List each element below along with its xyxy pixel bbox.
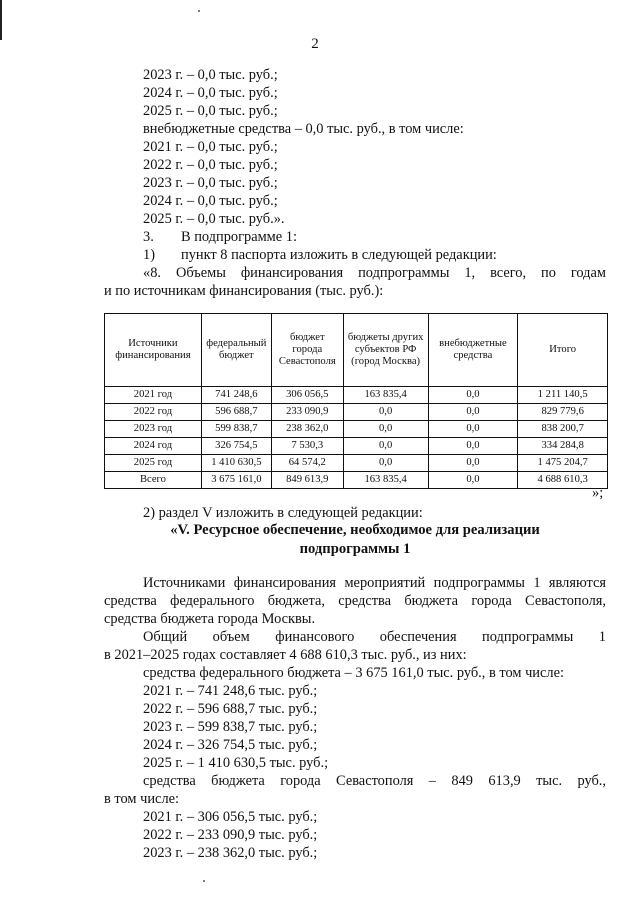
body-line: средства бюджета города Москвы.: [104, 611, 316, 627]
closing-quote: »;: [592, 485, 604, 501]
column-header: бюджеты других субъектов РФ (город Москва): [343, 314, 428, 387]
year-line: 2022 г. – 596 688,7 тыс. руб.;: [143, 701, 318, 717]
table-header-row: [105, 314, 608, 387]
item-number: 1): [143, 247, 155, 263]
table-cell: 849 613,9: [271, 472, 343, 489]
table-cell: 3 675 161,0: [201, 472, 271, 489]
table-cell: 2023 год: [105, 421, 202, 438]
paragraph-8-line: и по источникам финансирования (тыс. руб.):: [104, 283, 384, 299]
table-cell: 0,0: [343, 404, 428, 421]
year-line: 2021 г. – 741 248,6 тыс. руб.;: [143, 683, 318, 699]
text-line: 2025 г. – 0,0 тыс. руб.;: [143, 103, 278, 119]
table-cell: 0,0: [343, 455, 428, 472]
item-2: 2) раздел V изложить в следующей редакции:: [143, 505, 423, 521]
item-3: [143, 228, 297, 246]
table-row: [105, 421, 608, 438]
year-line: 2025 г. – 1 410 630,5 тыс. руб.;: [143, 755, 329, 771]
item-1: [143, 246, 497, 264]
column-header: федеральный бюджет: [201, 314, 271, 387]
table-cell: 0,0: [428, 387, 518, 404]
column-header: внебюджетные средства: [428, 314, 518, 387]
table-cell: 7 530,3: [271, 438, 343, 455]
table-cell: 838 200,7: [518, 421, 608, 438]
paragraph-8-line: «8. Объемы финансирования подпрограммы 1, всего, по годам: [143, 265, 606, 281]
table-cell: 0,0: [428, 455, 518, 472]
table-cell: 599 838,7: [201, 421, 271, 438]
section-heading: подпрограммы 1: [299, 541, 411, 557]
table-cell: 741 248,6: [201, 387, 271, 404]
table-cell: 596 688,7: [201, 404, 271, 421]
body-line: средства бюджета города Севастополя – 849 613,9 тыс. руб.,: [143, 773, 606, 789]
table-cell: 2021 год: [105, 387, 202, 404]
table-cell: 1 211 140,5: [518, 387, 608, 404]
year-line: 2021 г. – 306 056,5 тыс. руб.;: [143, 809, 318, 825]
table-cell: 326 754,5: [201, 438, 271, 455]
table-row: [105, 404, 608, 421]
body-line: в том числе:: [104, 791, 180, 807]
table-cell: 2024 год: [105, 438, 202, 455]
table-cell: 0,0: [428, 404, 518, 421]
text-line: 2025 г. – 0,0 тыс. руб.».: [143, 211, 285, 227]
table-row-total: [105, 472, 608, 489]
text-line: 2022 г. – 0,0 тыс. руб.;: [143, 157, 278, 173]
table-row: [105, 387, 608, 404]
page-number: 2: [311, 36, 319, 52]
year-line: 2024 г. – 326 754,5 тыс. руб.;: [143, 737, 318, 753]
table-row: [105, 455, 608, 472]
text-line: 2024 г. – 0,0 тыс. руб.;: [143, 193, 278, 209]
table-cell: 2022 год: [105, 404, 202, 421]
table-cell: 334 284,8: [518, 438, 608, 455]
table-cell: 1 410 630,5: [201, 455, 271, 472]
table-cell: 163 835,4: [343, 472, 428, 489]
column-header: Источники финансирования: [105, 314, 202, 387]
item-number: 3.: [143, 229, 154, 245]
scan-dot: [203, 880, 205, 882]
body-line: Общий объем финансового обеспечения подпрограммы 1: [143, 629, 606, 645]
column-header: Итого: [518, 314, 608, 387]
text-line: 2024 г. – 0,0 тыс. руб.;: [143, 85, 278, 101]
text-line: 2023 г. – 0,0 тыс. руб.;: [143, 175, 278, 191]
text-line: 2021 г. – 0,0 тыс. руб.;: [143, 139, 278, 155]
table-row: [105, 438, 608, 455]
year-line: 2023 г. – 238 362,0 тыс. руб.;: [143, 845, 318, 861]
text-line: внебюджетные средства – 0,0 тыс. руб., в том числе:: [143, 121, 464, 137]
financing-table: [104, 313, 608, 489]
year-line: 2023 г. – 599 838,7 тыс. руб.;: [143, 719, 318, 735]
body-line: средства федерального бюджета – 3 675 161,0 тыс. руб., в том числе:: [143, 665, 564, 681]
table-cell: 2025 год: [105, 455, 202, 472]
body-line: средства федерального бюджета, средства бюджета города Севастополя,: [104, 593, 606, 609]
table-cell: 233 090,9: [271, 404, 343, 421]
table-cell: 306 056,5: [271, 387, 343, 404]
year-line: 2022 г. – 233 090,9 тыс. руб.;: [143, 827, 318, 843]
table-cell: 1 475 204,7: [518, 455, 608, 472]
item-text: пункт 8 паспорта изложить в следующей редакции:: [181, 247, 497, 263]
table-cell: 0,0: [428, 438, 518, 455]
table-cell: 0,0: [343, 438, 428, 455]
table-cell: 238 362,0: [271, 421, 343, 438]
table-cell: Всего: [105, 472, 202, 489]
scan-dot: [198, 10, 200, 12]
table-cell: 64 574,2: [271, 455, 343, 472]
text-line: 2023 г. – 0,0 тыс. руб.;: [143, 67, 278, 83]
scan-edge-mark: [0, 0, 2, 40]
item-text: В подпрограмме 1:: [181, 229, 297, 245]
table-cell: 163 835,4: [343, 387, 428, 404]
table-cell: 4 688 610,3: [518, 472, 608, 489]
table-cell: 0,0: [428, 421, 518, 438]
body-line: в 2021–2025 годах составляет 4 688 610,3 тыс. руб., из них:: [104, 647, 467, 663]
table-cell: 0,0: [343, 421, 428, 438]
table-cell: 829 779,6: [518, 404, 608, 421]
body-line: Источниками финансирования мероприятий подпрограммы 1 являются: [143, 575, 606, 591]
column-header: бюджет города Севастополя: [271, 314, 343, 387]
section-heading: «V. Ресурсное обеспечение, необходимое для реализации: [170, 522, 540, 538]
table-cell: 0,0: [428, 472, 518, 489]
